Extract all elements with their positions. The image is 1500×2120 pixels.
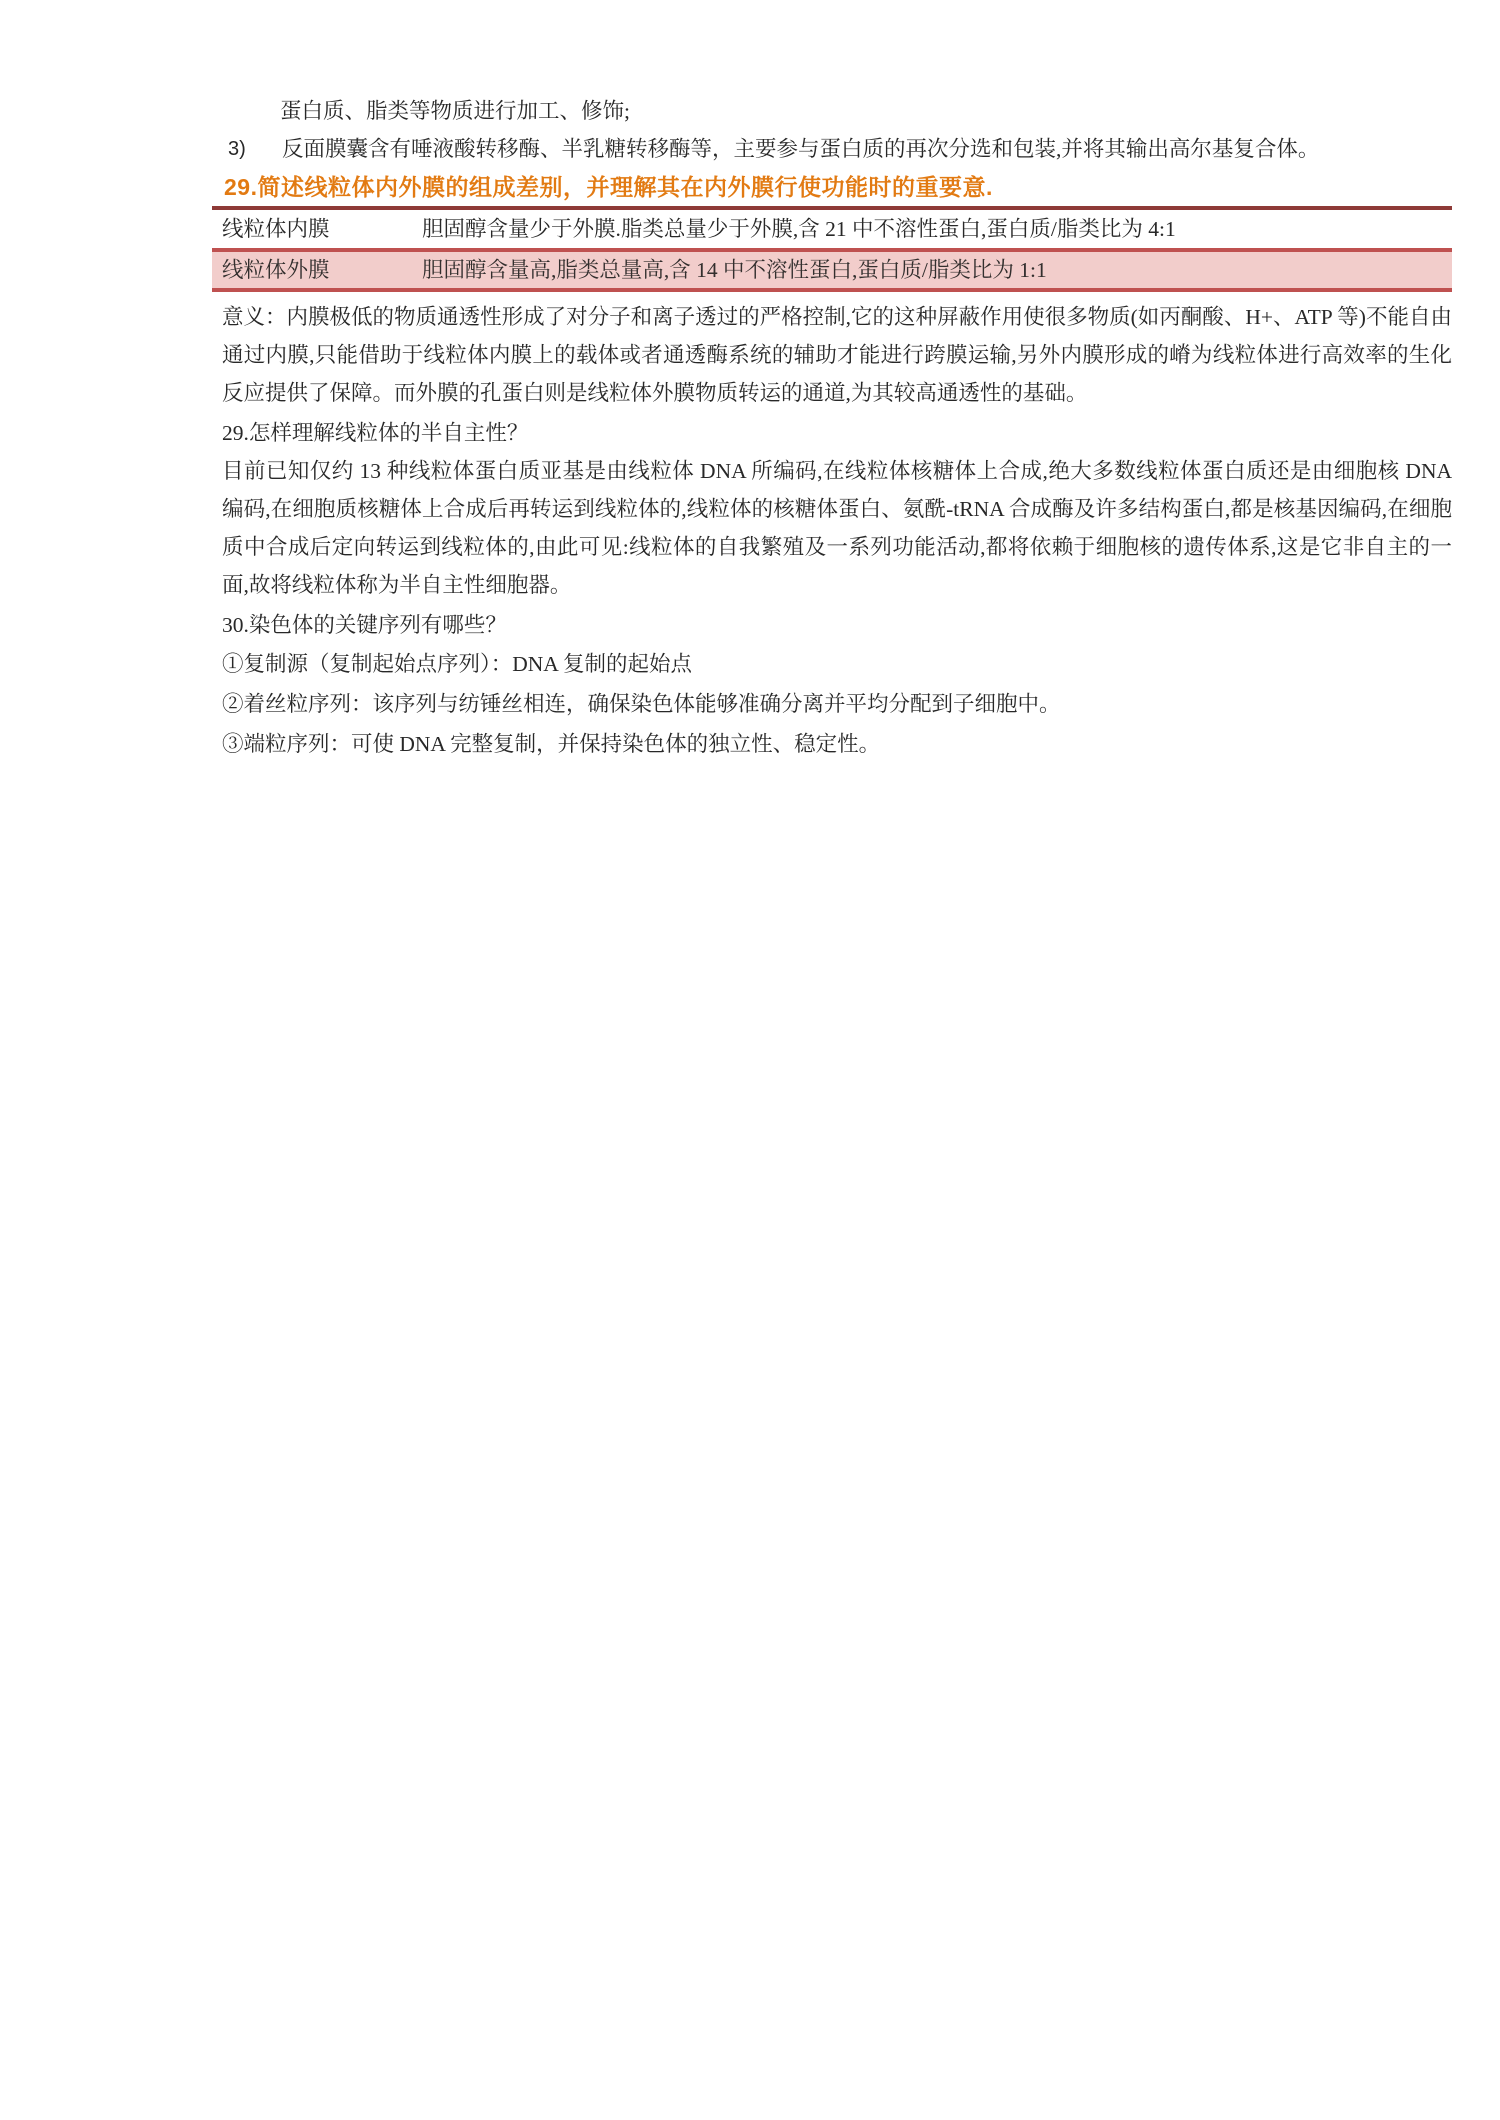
question-29-heading: 29.简述线粒体内外膜的组成差别，并理解其在内外膜行使功能时的重要意. [224, 174, 993, 200]
table-row-inner-membrane [212, 210, 1452, 248]
table-cell-label: 线粒体内膜 [222, 217, 330, 241]
question-30-heading: 30.染色体的关键序列有哪些？ [222, 613, 507, 637]
golgi-list-continuation-line: 蛋白质、脂类等物质进行加工、修饰; [280, 99, 630, 123]
list-item-text: 反面膜囊含有唾液酸转移酶、半乳糖转移酶等，主要参与蛋白质的再次分选和包装,并将其输出高尔基复合体。 [282, 137, 1320, 161]
semi-autonomy-paragraph: 目前已知仅约 13 种线粒体蛋白质亚基是由线粒体 DNA 所编码,在线粒体核糖体上合成,绝大多数线粒体蛋白质还是由细胞核 DNA 编码,在细胞质核糖体上合成后再转运到线粒体的,线粒体的核糖体蛋白、氨酰-tRNA 合成酶及许多结构蛋白,都是核基因编码,在细胞质中合成后定向转运到线粒体的,由此可见:线粒体的自我繁殖及一系列功能活动,都将依赖于细胞核的遗传体系,这是它非自主的一面,故将线粒体称为半自主性细胞器。 [222, 459, 1452, 597]
table-cell-content: 胆固醇含量少于外膜.脂类总量少于外膜,含 21 中不溶性蛋白,蛋白质/脂类比为 4:1 [422, 217, 1176, 241]
significance-paragraph: 意义：内膜极低的物质通透性形成了对分子和离子透过的严格控制,它的这种屏蔽作用使很多物质(如丙酮酸、H+、ATP 等)不能自由通过内膜,只能借助于线粒体内膜上的载体或者通透酶系统的辅助才能进行跨膜运输,另外内膜形成的嵴为线粒体进行高效率的生化反应提供了保障。而外膜的孔蛋白则是线粒体外膜物质转运的通道,为其较高通透性的基础。 [222, 305, 1452, 405]
document-content [222, 92, 1452, 764]
key-sequence-item-1: ①复制源（复制起始点序列）：DNA 复制的起始点 [222, 652, 693, 676]
table-cell-content: 胆固醇含量高,脂类总量高,含 14 中不溶性蛋白,蛋白质/脂类比为 1:1 [422, 258, 1047, 282]
list-item-number: 3) [228, 138, 246, 160]
key-sequence-item-2: ②着丝粒序列：该序列与纺锤丝相连，确保染色体能够准确分离并平均分配到子细胞中。 [222, 692, 1061, 716]
table-row-outer-membrane [212, 248, 1452, 292]
mitochondria-membrane-table [212, 206, 1452, 292]
question-29b-heading: 29.怎样理解线粒体的半自主性？ [222, 421, 529, 445]
key-sequence-item-3: ③端粒序列：可使 DNA 完整复制，并保持染色体的独立性、稳定性。 [222, 732, 881, 756]
golgi-list-item-3 [222, 130, 1452, 168]
table-cell-label: 线粒体外膜 [222, 258, 330, 282]
